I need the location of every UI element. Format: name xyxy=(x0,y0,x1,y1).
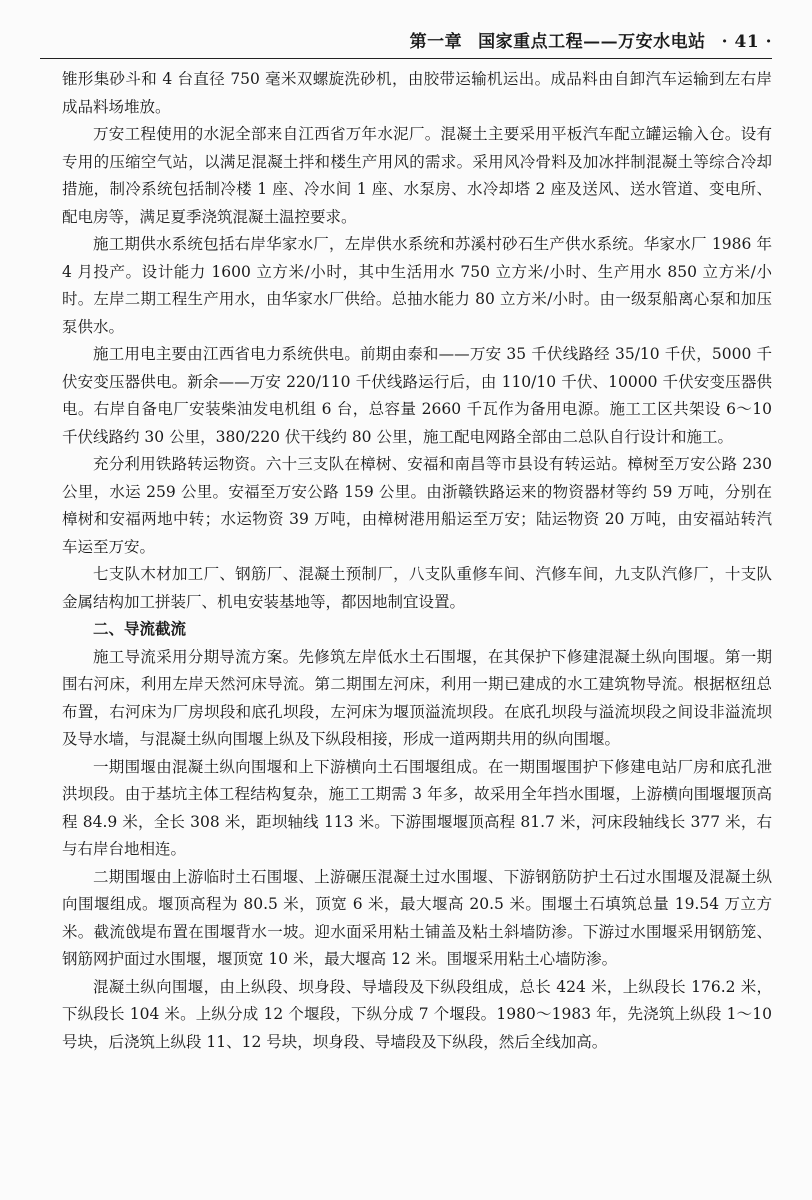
paragraph: 二期围堰由上游临时土石围堰、上游碾压混凝土过水围堰、下游钢筋防护土石过水围堰及混凝土纵向围堰组成。堰顶高程为 80.5 米，顶宽 6 米，最大堰高 20.5 米。围堰土石填筑总量 19.54 万立方米。截流戗堤布置在围堰背水一坡。迎水面采用粘土铺盖及粘土斜墙防渗。下游过水围堰采用钢筋笼、钢筋网护面过水围堰，堰顶宽 10 米，最大堰高 12 米。围堰采用粘土心墙防渗。 xyxy=(62,867,772,968)
page-header xyxy=(40,18,772,59)
chapter-label: 第一章 xyxy=(409,32,463,52)
paragraph: 充分利用铁路转运物资。六十三支队在樟树、安福和南昌等市县设有转运站。樟树至万安公路 230 公里，水运 259 公里。安福至万安公路 159 公里。由浙赣铁路运来的物资器材等约 59 万吨，分别在樟树和安福两地中转；水运物资 39 万吨，由樟树港用船运至万安；陆运物资 20 万吨，由安福站转汽车运至万安。 xyxy=(62,455,772,556)
paragraph: 七支队木材加工厂、钢筋厂、混凝土预制厂，八支队重修车间、汽修车间，九支队汽修厂，十支队金属结构加工拼装厂、机电安装基地等，都因地制宜设置。 xyxy=(62,565,772,611)
page-number: · 41 · xyxy=(721,32,772,52)
paragraph: 施工期供水系统包括右岸华家水厂，左岸供水系统和苏溪村砂石生产供水系统。华家水厂 1986 年 4 月投产。设计能力 1600 立方米/小时，其中生活用水 750 立方米/小时、生产用水 850 立方米/小时。左岸二期工程生产用水，由华家水厂供给。总抽水能力 80 立方米/小时。由一级泵船离心泵和加压泵供水。 xyxy=(62,235,772,336)
section-heading: 二、导流截流 xyxy=(93,620,187,638)
running-head xyxy=(410,27,772,52)
chapter-title: 国家重点工程——万安水电站 xyxy=(478,32,706,52)
paragraph: 锥形集砂斗和 4 台直径 750 毫米双螺旋洗砂机，由胶带运输机运出。成品料由自卸汽车运输到左右岸成品料场堆放。 xyxy=(62,70,772,116)
paragraph: 混凝土纵向围堰，由上纵段、坝身段、导墙段及下纵段组成，总长 424 米，上纵段长 176.2 米，下纵段长 104 米。上纵分成 12 个堰段，下纵分成 7 个堰段。1980～1983 年，先浇筑上纵段 1～10 号块，后浇筑上纵段 11、12 号块，坝身段、导墙段及下纵段，然后全线加高。 xyxy=(62,977,772,1051)
paragraph: 施工导流采用分期导流方案。先修筑左岸低水土石围堰，在其保护下修建混凝土纵向围堰。第一期围右河床，利用左岸天然河床导流。第二期围左河床，利用一期已建成的水工建筑物导流。根据枢纽总布置，右河床为厂房坝段和底孔坝段，左河床为堰顶溢流坝段。在底孔坝段与溢流坝段之间设非溢流坝及导水墙，与混凝土纵向围堰上纵及下纵段相接，形成一道两期共用的纵向围堰。 xyxy=(62,647,772,748)
paragraph: 万安工程使用的水泥全部来自江西省万年水泥厂。混凝土主要采用平板汽车配立罐运输入仓。设有专用的压缩空气站，以满足混凝土拌和楼生产用风的需求。采用风冷骨料及加冰拌制混凝土等综合冷却措施，制冷系统包括制冷楼 1 座、冷水间 1 座、水泵房、水冷却塔 2 座及送风、送水管道、变电所、配电房等，满足夏季浇筑混凝土温控要求。 xyxy=(62,125,772,226)
page-body xyxy=(62,66,772,1056)
paragraph: 一期围堰由混凝土纵向围堰和上下游横向土石围堰组成。在一期围堰围护下修建电站厂房和底孔泄洪坝段。由于基坑主体工程结构复杂，施工工期需 3 年多，故采用全年挡水围堰，上游横向围堰堰顶高程 84.9 米，全长 308 米，距坝轴线 113 米。下游围堰堰顶高程 81.7 米，河床段轴线长 377 米，右与右岸台地相连。 xyxy=(62,757,772,858)
paragraph: 施工用电主要由江西省电力系统供电。前期由泰和——万安 35 千伏线路经 35/10 千伏，5000 千伏安变压器供电。新余——万安 220/110 千伏线路运行后，由 110/10 千伏、10000 千伏安变压器供电。右岸自备电厂安装柴油发电机组 6 台，总容量 2660 千瓦作为备用电源。施工工区共架设 6～10 千伏线路约 30 公里，380/220 伏干线约 80 公里，施工配电网路全部由二总队自行设计和施工。 xyxy=(62,345,772,446)
